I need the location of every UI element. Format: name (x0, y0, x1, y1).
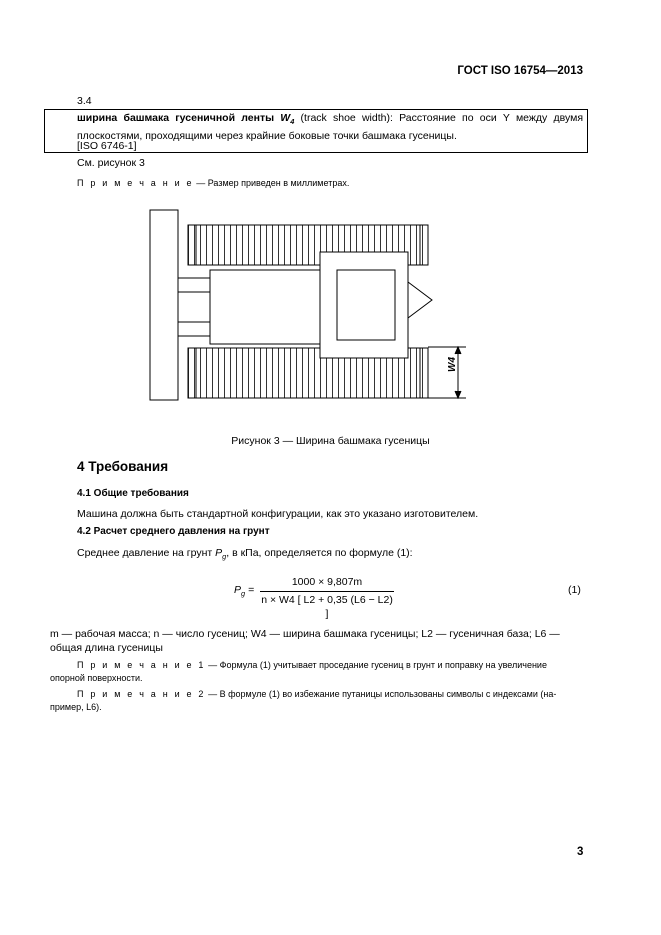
machine-body (210, 270, 320, 344)
legend-line-1: m — рабочая масса; n — число гусениц; W4 — ширина башмака гусеницы; L2 — гусеничная база; L6 — (50, 628, 560, 640)
term-definition-text: : Расстояние по оси Y между двумя плоскостями, проходящими через крайние боковые точки башмака гусеницы. (77, 112, 584, 143)
formula-fraction-line (260, 591, 394, 592)
term-english: (track shoe width) (300, 112, 390, 124)
legend-line-2: общая длина гусеницы (50, 642, 163, 654)
note-dimensions (77, 177, 349, 190)
formula-numerator: 1000 × 9,807m (291, 576, 363, 588)
see-figure: См. рисунок 3 (77, 157, 145, 169)
formula-denominator: n × W4 [ L2 + 0,35 (L6 − L2) ] (261, 594, 393, 620)
document-code: ГОСТ ISO 16754—2013 (457, 65, 583, 77)
note-2 (50, 688, 583, 714)
term-number: 3.4 (77, 95, 92, 107)
formula-lhs: $P_g$ = (234, 584, 255, 599)
section-4-title: 4 Требования (77, 459, 169, 474)
note-1-label: П р и м е ч а н и е 1 (77, 660, 206, 670)
figure-caption: Рисунок 3 — Ширина башмака гусеницы (231, 435, 430, 447)
track-shoe-figure (140, 200, 480, 410)
formula-number: (1) (568, 584, 581, 596)
legend (50, 627, 585, 655)
section-4-2-title: 4.2 Расчет среднего давления на грунт (77, 526, 270, 537)
note-2-text-2: пример, L6). (50, 702, 102, 712)
term-name: ширина башмака гусеничной ленты (77, 112, 275, 124)
note-text: — Размер приведен в миллиметрах. (196, 178, 350, 188)
note-1-text: — Формула (1) учитывает проседание гусениц в грунт и поправку на увеличение (208, 660, 547, 670)
blade-rect (150, 210, 178, 400)
term-symbol: $W_4$ (280, 112, 295, 127)
w4-label: W4 (447, 357, 458, 372)
section-4-1-text: Машина должна быть стандартной конфигурации, как это указано изготовителем. (77, 508, 479, 520)
front-arrow (408, 282, 432, 318)
section-4-1-title: 4.1 Общие требования (77, 488, 189, 499)
note-1 (50, 659, 583, 685)
note-1-text-2: опорной поверхности. (50, 673, 143, 683)
lower-arm (178, 322, 210, 336)
page-number: 3 (577, 846, 584, 858)
note-2-label: П р и м е ч а н и е 2 (77, 689, 206, 699)
note-2-text: — В формуле (1) во избежание путаницы использованы символы с индексами (на- (208, 689, 557, 699)
section-4-2-intro: Среднее давление на грунт $P_g$, в кПа, определяется по формуле (1): (77, 547, 413, 562)
upper-arm (178, 278, 210, 292)
term-definition (77, 111, 583, 143)
term-source: [ISO 6746-1] (77, 140, 137, 152)
note-label: П р и м е ч а н и е (77, 178, 194, 188)
